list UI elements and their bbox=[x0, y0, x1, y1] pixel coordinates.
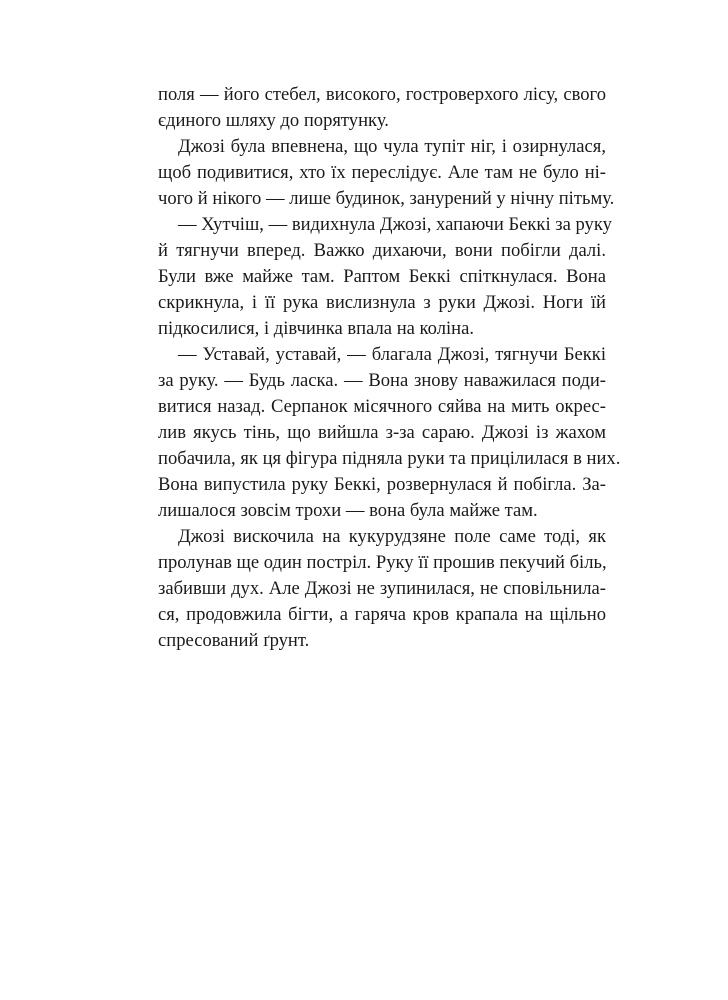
text-line: ся, продовжила бігти, а гаряча кров крапала на щільно bbox=[158, 604, 606, 625]
text-line: Вона випустила руку Беккі, розвернулася й побігла. За- bbox=[158, 474, 606, 495]
text-line: забивши дух. Але Джозі не зупинилася, не сповільнила- bbox=[158, 578, 606, 599]
text-line: й тягнучи вперед. Важко дихаючи, вони побігли далі. bbox=[158, 240, 606, 261]
text-line: за руку. — Будь ласка. — Вона знову наважилася поди- bbox=[158, 370, 606, 391]
text-line: Були вже майже там. Раптом Беккі спіткнулася. Вона bbox=[158, 266, 606, 287]
text-line: єдиного шляху до порятунку. bbox=[158, 110, 389, 131]
text-line: поля — його стебел, високого, гостроверхого лісу, свого bbox=[158, 84, 606, 105]
text-line: підкосилися, і дівчинка впала на коліна. bbox=[158, 318, 474, 339]
text-line: пролунав ще один постріл. Руку її прошив пекучий біль, bbox=[158, 552, 607, 573]
text-line: щоб подивитися, хто їх переслідує. Але там не було ні- bbox=[158, 162, 606, 183]
text-line: побачила, як ця фігура підняла руки та прицілилася в них. bbox=[158, 448, 621, 469]
text-line: скрикнула, і її рука вислизнула з руки Джозі. Ноги їй bbox=[158, 292, 606, 313]
text-line: Джозі вискочила на кукурудзяне поле саме тоді, як bbox=[178, 526, 606, 547]
page-text bbox=[158, 82, 621, 654]
text-line: витися назад. Серпанок місячного сяйва на мить окрес- bbox=[158, 396, 606, 417]
text-line: — Хутчіш, — видихнула Джозі, хапаючи Беккі за руку bbox=[178, 214, 612, 235]
text-line: спресований ґрунт. bbox=[158, 630, 310, 651]
text-line: Джозі була впевнена, що чула тупіт ніг, і озирнулася, bbox=[178, 136, 606, 157]
text-line: — Уставай, уставай, — благала Джозі, тягнучи Беккі bbox=[178, 344, 606, 365]
text-line: чого й нікого — лише будинок, занурений у нічну пітьму. bbox=[158, 188, 615, 209]
text-line: лишалося зовсім трохи — вона була майже там. bbox=[158, 500, 538, 521]
text-line: лив якусь тінь, що вийшла з-за сараю. Джозі із жахом bbox=[158, 422, 606, 443]
